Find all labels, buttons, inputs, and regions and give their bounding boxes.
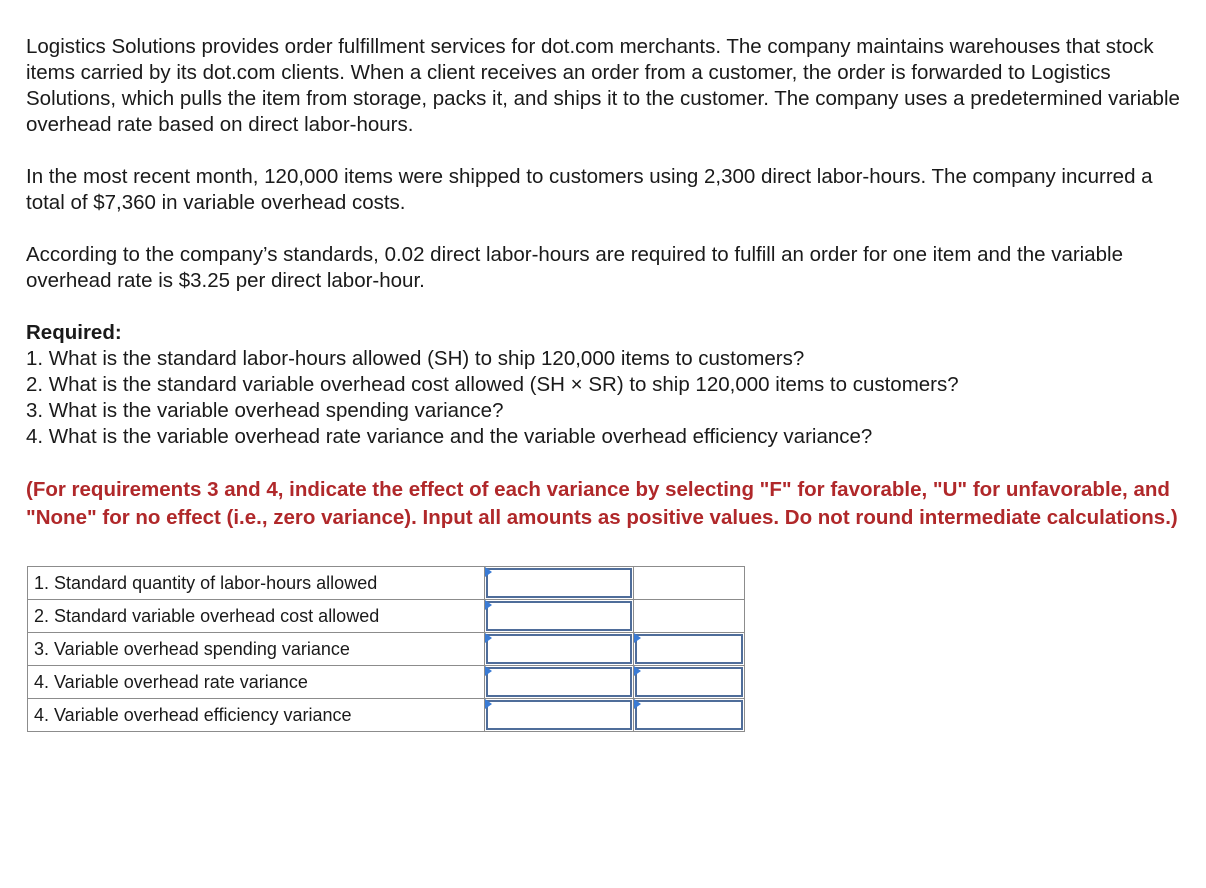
required-heading: Required:: [26, 321, 122, 344]
efficiency-variance-effect-select[interactable]: [634, 699, 745, 732]
select-box[interactable]: [635, 700, 743, 730]
required-item-2: 2. What is the standard variable overhead cost allowed (SH × SR) to ship 120,000 items to customers?: [26, 373, 959, 396]
rate-variance-effect-select[interactable]: [634, 666, 745, 699]
select-box[interactable]: [635, 634, 743, 664]
answer-row-2: [28, 600, 745, 633]
answer-row-4: [28, 666, 745, 699]
standard-cost-input[interactable]: [485, 600, 634, 633]
answer-row-3: [28, 633, 745, 666]
row-label: 1. Standard quantity of labor-hours allowed: [28, 567, 485, 600]
required-item-4: 4. What is the variable overhead rate variance and the variable overhead efficiency variance?: [26, 425, 873, 448]
problem-paragraph-2: In the most recent month, 120,000 items were shipped to customers using 2,300 direct labor-hours. The company incurred a total of $7,360 in variable overhead costs.: [26, 165, 1153, 214]
select-marker-icon: [634, 633, 641, 643]
input-box[interactable]: [486, 667, 632, 697]
required-list: [26, 346, 1186, 450]
instructions-text: (For requirements 3 and 4, indicate the effect of each variance by selecting "F" for favorable, "U" for unfavorable, and "None" for no effect (i.e., zero variance). Input all amounts as positive values. Do not round intermediate calculations.): [26, 478, 1178, 529]
input-marker-icon: [485, 633, 492, 643]
input-marker-icon: [485, 666, 492, 676]
answer-row-1: [28, 567, 745, 600]
problem-paragraph-3: According to the company’s standards, 0.02 direct labor-hours are required to fulfill an order for one item and the variable overhead rate is $3.25 per direct labor-hour.: [26, 243, 1123, 292]
row-label: 4. Variable overhead efficiency variance: [28, 699, 485, 732]
empty-cell: [634, 567, 745, 600]
spending-variance-effect-select[interactable]: [634, 633, 745, 666]
select-box[interactable]: [635, 667, 743, 697]
input-box[interactable]: [486, 601, 632, 631]
input-marker-icon: [485, 699, 492, 709]
select-marker-icon: [634, 699, 641, 709]
spending-variance-input[interactable]: [485, 633, 634, 666]
problem-paragraph-1: Logistics Solutions provides order fulfillment services for dot.com merchants. The company maintains warehouses that stock items carried by its dot.com clients. When a client receives an order from a customer, the order is forwarded to Logistics Solutions, which pulls the item from storage, packs it, and ships it to the customer. The company uses a predetermined variable overhead rate based on direct labor-hours.: [26, 35, 1180, 136]
answer-row-5: [28, 699, 745, 732]
empty-cell: [634, 600, 745, 633]
select-marker-icon: [634, 666, 641, 676]
row-label: 4. Variable overhead rate variance: [28, 666, 485, 699]
row-label: 2. Standard variable overhead cost allowed: [28, 600, 485, 633]
required-item-3: 3. What is the variable overhead spending variance?: [26, 399, 504, 422]
input-box[interactable]: [486, 700, 632, 730]
required-item-1: 1. What is the standard labor-hours allowed (SH) to ship 120,000 items to customers?: [26, 347, 805, 370]
standard-hours-input[interactable]: [485, 567, 634, 600]
input-marker-icon: [485, 600, 492, 610]
input-marker-icon: [485, 567, 492, 577]
input-box[interactable]: [486, 634, 632, 664]
input-box[interactable]: [486, 568, 632, 598]
efficiency-variance-input[interactable]: [485, 699, 634, 732]
rate-variance-input[interactable]: [485, 666, 634, 699]
row-label: 3. Variable overhead spending variance: [28, 633, 485, 666]
answer-table: [27, 566, 745, 732]
problem-content: [26, 34, 1186, 732]
